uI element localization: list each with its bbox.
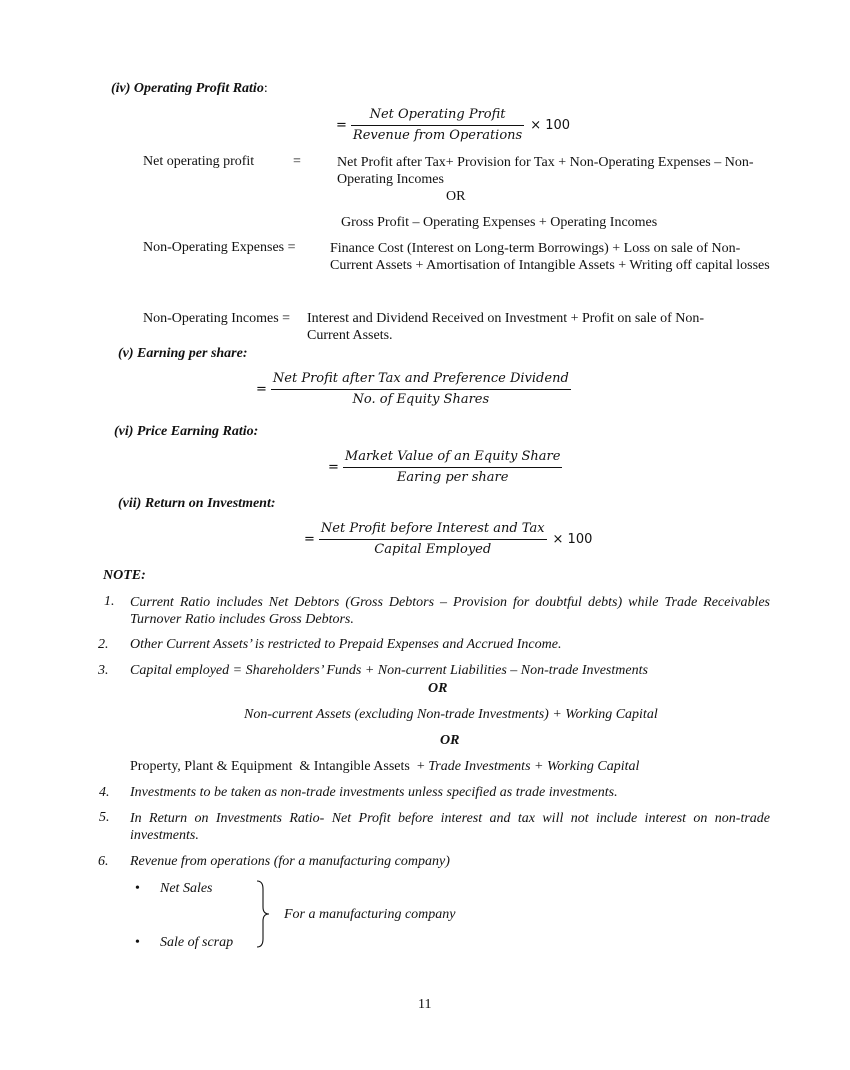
return-on-investment-formula <box>304 519 592 560</box>
multiplier: × 100 <box>530 118 571 133</box>
page-number: 11 <box>418 997 432 1012</box>
note-item-text: Revenue from operations (for a manufacturing company) <box>130 854 450 869</box>
formula-numerator: Net Profit before Interest and Tax <box>320 521 545 536</box>
equals-sign: = <box>256 382 267 397</box>
capital-employed-alternative-2: Property, Plant & Equipment & Intangible Assets + Trade Investments + Working Capital <box>130 759 640 774</box>
note-item-text: In Return on Investments Ratio- Net Profit before interest and tax will not include interest on non-trade investments. <box>130 811 770 843</box>
bullet-item: Net Sales <box>160 881 213 896</box>
multiplier: × 100 <box>552 532 593 547</box>
operating-profit-ratio-formula <box>336 105 570 146</box>
operating-profit-ratio-heading: (iv) Operating Profit Ratio: <box>111 81 268 96</box>
capital-employed-alternative-1: Non-current Assets (excluding Non-trade Investments) + Working Capital <box>244 707 658 722</box>
earning-per-share-heading: (v) Earning per share: <box>118 346 248 361</box>
equals-sign: = <box>336 118 347 133</box>
note-number: 2. <box>98 637 109 652</box>
bullet-item: Sale of scrap <box>160 935 234 950</box>
net-operating-profit-alternative: Gross Profit – Operating Expenses + Operating Incomes <box>341 215 658 230</box>
earning-per-share-formula <box>256 369 571 410</box>
note-item-text: Other Current Assets’ is restricted to Prepaid Expenses and Accrued Income. <box>130 637 562 652</box>
note-number: 4. <box>99 785 110 800</box>
bullet-icon: • <box>135 881 140 896</box>
or-separator: OR <box>446 189 466 204</box>
price-earning-ratio-formula <box>328 447 562 488</box>
note-heading: NOTE: <box>103 568 146 583</box>
formula-denominator: No. of Equity Shares <box>352 392 490 407</box>
formula-denominator: Revenue from Operations <box>352 128 523 143</box>
formula-denominator: Earing per share <box>396 470 509 485</box>
or-separator: OR <box>428 681 448 696</box>
equals-sign: = <box>293 154 301 169</box>
return-on-investment-heading: (vii) Return on Investment: <box>118 496 276 511</box>
formula-numerator: Net Profit after Tax and Preference Dividend <box>272 371 569 386</box>
equals-sign: = <box>328 460 339 475</box>
price-earning-ratio-heading: (vi) Price Earning Ratio: <box>114 424 259 439</box>
bullet-icon: • <box>135 935 140 950</box>
note-item-text: Current Ratio includes Net Debtors (Gross Debtors – Provision for doubtful debts) while Trade Receivables Turnover Ratio includes Gross Debtors. <box>130 595 770 627</box>
formula-numerator: Market Value of an Equity Share <box>344 449 561 464</box>
right-brace-icon <box>254 880 276 948</box>
formula-numerator: Net Operating Profit <box>369 107 506 122</box>
non-operating-expenses-label: Non-Operating Expenses = <box>143 240 296 255</box>
note-number: 6. <box>98 854 109 869</box>
bracket-annotation: For a manufacturing company <box>284 907 456 922</box>
net-operating-profit-definition: Net Profit after Tax+ Provision for Tax + Non-Operating Expenses – Non-Operating Incomes <box>337 155 754 187</box>
net-operating-profit-label: Net operating profit <box>143 154 255 169</box>
note-number: 1. <box>104 594 115 609</box>
note-number: 3. <box>98 663 109 678</box>
non-operating-incomes-label: Non-Operating Incomes = <box>143 311 291 326</box>
note-item-text: Investments to be taken as non-trade investments unless specified as trade investments. <box>130 785 618 800</box>
non-operating-expenses-definition: Finance Cost (Interest on Long-term Borrowings) + Loss on sale of Non-Current Assets + Amortisation of Intangible Assets + Writing off capital losses <box>330 241 770 273</box>
equals-sign: = <box>304 532 315 547</box>
note-item-text: Capital employed = Shareholders’ Funds + Non-current Liabilities – Non-trade Investments <box>130 663 648 678</box>
or-separator: OR <box>440 733 460 748</box>
non-operating-incomes-definition-line2: Current Assets. <box>307 328 393 343</box>
note-number: 5. <box>99 810 110 825</box>
formula-denominator: Capital Employed <box>374 542 492 557</box>
non-operating-incomes-definition-line1: Interest and Dividend Received on Investment + Profit on sale of Non- <box>307 311 705 326</box>
